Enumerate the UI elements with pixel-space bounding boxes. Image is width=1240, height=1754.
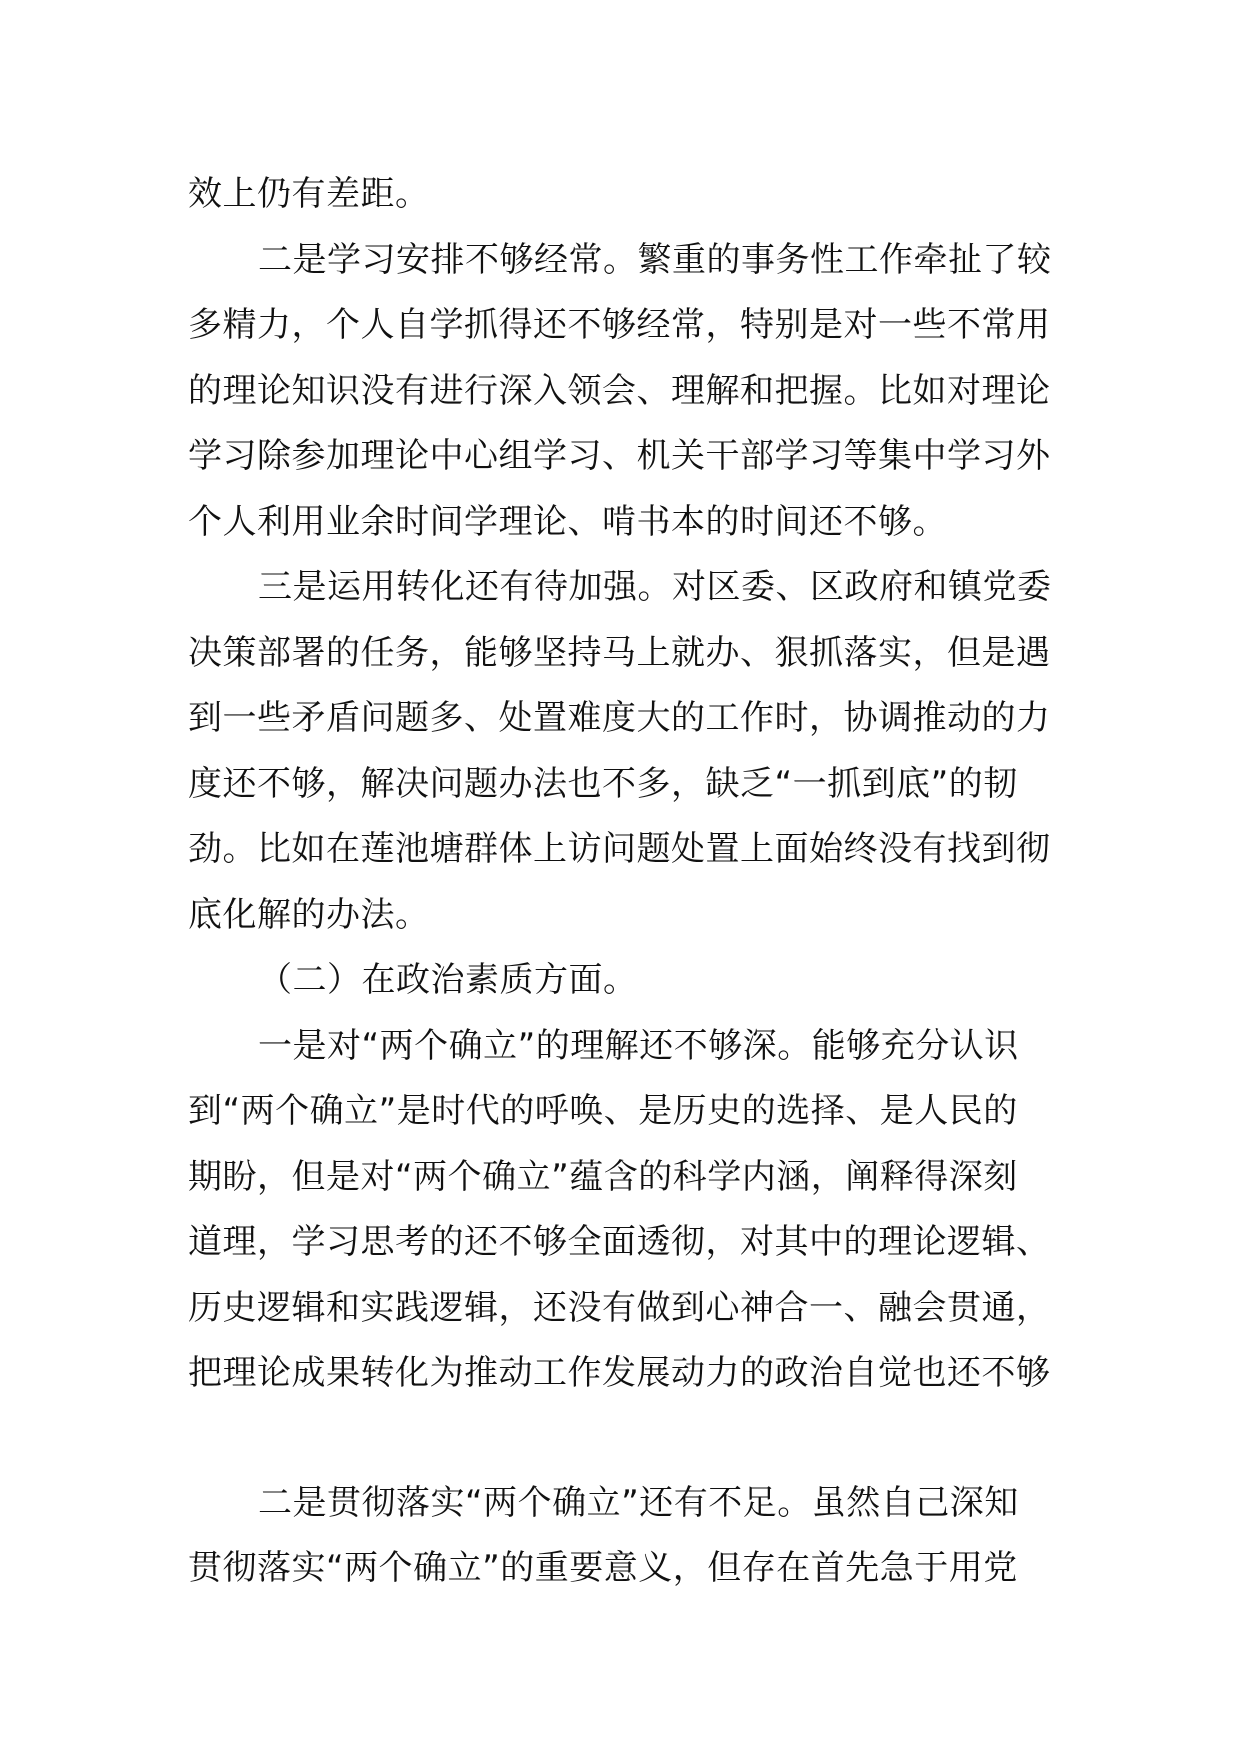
paragraph-first-line: 一是对“两个确立”的理解还不够深。能够充分认识 [258, 1025, 1019, 1066]
text-line: 到一些矛盾问题多、处置难度大的工作时，协调推动的力 [188, 698, 1051, 738]
text-line: 的理论知识没有进行深入领会、理解和把握。比如对理论 [188, 370, 1051, 411]
text-line: 底化解的办法。 [188, 894, 430, 935]
paragraph-first-line: 二是学习安排不够经常。繁重的事务性工作牵扯了较 [258, 239, 1052, 280]
text-line: 道理，学习思考的还不够全面透彻，对其中的理论逻辑、 [188, 1222, 1051, 1262]
text-line: 到“两个确立”是时代的呼唤、是历史的选择、是人民的 [188, 1091, 1018, 1131]
document-body [188, 162, 1068, 1602]
text-line: 学习除参加理论中心组学习、机关干部学习等集中学习外 [188, 436, 1051, 476]
text-line: 度还不够，解决问题办法也不多，缺乏“一抓到底”的韧 [188, 763, 1018, 804]
text-line: 个人利用业余时间学理论、啃书本的时间还不够。 [188, 501, 947, 542]
paragraph-first-line: 二是贯彻落实“两个确立”还有不足。虽然自己深知 [258, 1482, 1019, 1523]
text-line: 期盼，但是对“两个确立”蕴含的科学内涵，阐释得深刻 [188, 1156, 1018, 1197]
text-line: 多精力，个人自学抓得还不够经常，特别是对一些不常用 [188, 305, 1051, 345]
text-line: 贯彻落实“两个确立”的重要意义，但存在首先急于用党 [188, 1548, 1018, 1588]
text-line: 劲。比如在莲池塘群体上访问题处置上面始终没有找到彻 [188, 829, 1051, 869]
paragraph-first-line: 三是运用转化还有待加强。对区委、区政府和镇党委 [258, 567, 1052, 607]
text-line: 效上仍有差距。 [188, 174, 430, 214]
paragraph-gap [188, 1407, 1068, 1471]
section-heading: （二）在政治素质方面。 [258, 960, 638, 1000]
text-line: 历史逻辑和实践逻辑，还没有做到心神合一、融会贯通， [188, 1287, 1051, 1328]
text-line: 把理论成果转化为推动工作发展动力的政治自觉也还不够 [188, 1353, 1051, 1393]
text-line: 决策部署的任务，能够坚持马上就办、狠抓落实，但是遇 [188, 632, 1051, 673]
